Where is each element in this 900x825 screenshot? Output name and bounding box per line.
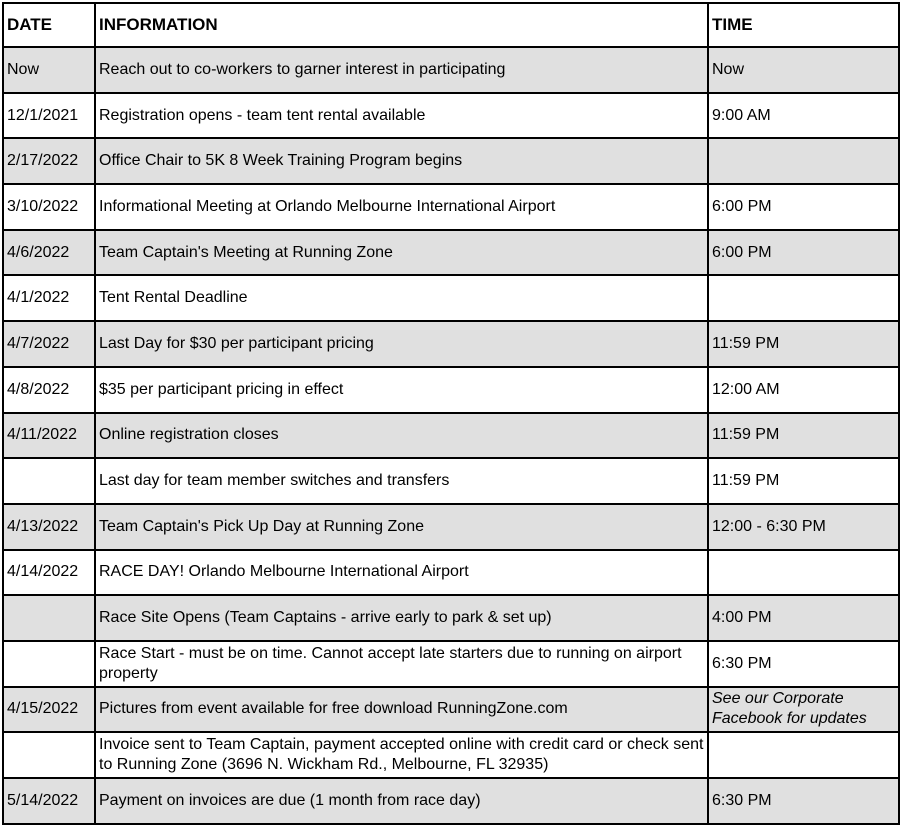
- information-cell: Race Start - must be on time. Cannot accept late starters due to running on airport property: [95, 641, 708, 687]
- time-cell: 6:30 PM: [708, 778, 899, 824]
- table-row: [3, 458, 899, 504]
- date-cell: 4/13/2022: [3, 504, 95, 550]
- time-cell: 11:59 PM: [708, 458, 899, 504]
- information-cell: Registration opens - team tent rental available: [95, 93, 708, 139]
- time-cell: 12:00 AM: [708, 367, 899, 413]
- table-row: [3, 93, 899, 139]
- date-cell: [3, 595, 95, 641]
- time-cell: [708, 732, 899, 778]
- information-cell: RACE DAY! Orlando Melbourne International Airport: [95, 550, 708, 596]
- information-cell: Reach out to co-workers to garner interest in participating: [95, 47, 708, 93]
- table-row: [3, 641, 899, 687]
- information-cell: Team Captain's Pick Up Day at Running Zone: [95, 504, 708, 550]
- table-row: [3, 367, 899, 413]
- table-row: [3, 595, 899, 641]
- table-row: [3, 47, 899, 93]
- information-cell: Payment on invoices are due (1 month from race day): [95, 778, 708, 824]
- date-cell: 4/15/2022: [3, 687, 95, 733]
- information-cell: Pictures from event available for free download RunningZone.com: [95, 687, 708, 733]
- date-cell: 4/7/2022: [3, 321, 95, 367]
- table-row: [3, 778, 899, 824]
- table-row: [3, 413, 899, 459]
- date-cell: [3, 641, 95, 687]
- time-cell: 6:00 PM: [708, 184, 899, 230]
- information-cell: Last Day for $30 per participant pricing: [95, 321, 708, 367]
- date-cell: 4/11/2022: [3, 413, 95, 459]
- date-column-header: DATE: [3, 3, 95, 47]
- time-cell: 11:59 PM: [708, 321, 899, 367]
- time-cell: [708, 275, 899, 321]
- information-cell: Race Site Opens (Team Captains - arrive early to park & set up): [95, 595, 708, 641]
- table-row: [3, 687, 899, 733]
- information-cell: Office Chair to 5K 8 Week Training Program begins: [95, 138, 708, 184]
- time-cell: Now: [708, 47, 899, 93]
- time-cell: 9:00 AM: [708, 93, 899, 139]
- time-cell: 6:30 PM: [708, 641, 899, 687]
- table-row: [3, 321, 899, 367]
- date-cell: 2/17/2022: [3, 138, 95, 184]
- time-column-header: TIME: [708, 3, 899, 47]
- table-row: [3, 230, 899, 276]
- table-row: [3, 504, 899, 550]
- table-row: [3, 550, 899, 596]
- date-cell: 12/1/2021: [3, 93, 95, 139]
- date-cell: [3, 458, 95, 504]
- header-row: [3, 3, 899, 47]
- time-cell: 12:00 - 6:30 PM: [708, 504, 899, 550]
- information-cell: Last day for team member switches and transfers: [95, 458, 708, 504]
- date-cell: 4/6/2022: [3, 230, 95, 276]
- date-cell: 3/10/2022: [3, 184, 95, 230]
- information-cell: Tent Rental Deadline: [95, 275, 708, 321]
- table-row: [3, 275, 899, 321]
- date-cell: 4/8/2022: [3, 367, 95, 413]
- information-column-header: INFORMATION: [95, 3, 708, 47]
- time-cell: 4:00 PM: [708, 595, 899, 641]
- table-row: [3, 732, 899, 778]
- time-cell: [708, 138, 899, 184]
- table-row: [3, 138, 899, 184]
- date-cell: 5/14/2022: [3, 778, 95, 824]
- information-cell: Team Captain's Meeting at Running Zone: [95, 230, 708, 276]
- date-cell: 4/14/2022: [3, 550, 95, 596]
- time-cell: See our Corporate Facebook for updates: [708, 687, 899, 733]
- date-cell: Now: [3, 47, 95, 93]
- table-row: [3, 184, 899, 230]
- time-cell: 6:00 PM: [708, 230, 899, 276]
- information-cell: Invoice sent to Team Captain, payment accepted online with credit card or check sent to Running Zone (3696 N. Wickham Rd., Melbourne, FL 32935): [95, 732, 708, 778]
- information-cell: $35 per participant pricing in effect: [95, 367, 708, 413]
- information-cell: Online registration closes: [95, 413, 708, 459]
- time-cell: [708, 550, 899, 596]
- schedule-table: [2, 2, 900, 825]
- information-cell: Informational Meeting at Orlando Melbourne International Airport: [95, 184, 708, 230]
- time-cell: 11:59 PM: [708, 413, 899, 459]
- date-cell: 4/1/2022: [3, 275, 95, 321]
- date-cell: [3, 732, 95, 778]
